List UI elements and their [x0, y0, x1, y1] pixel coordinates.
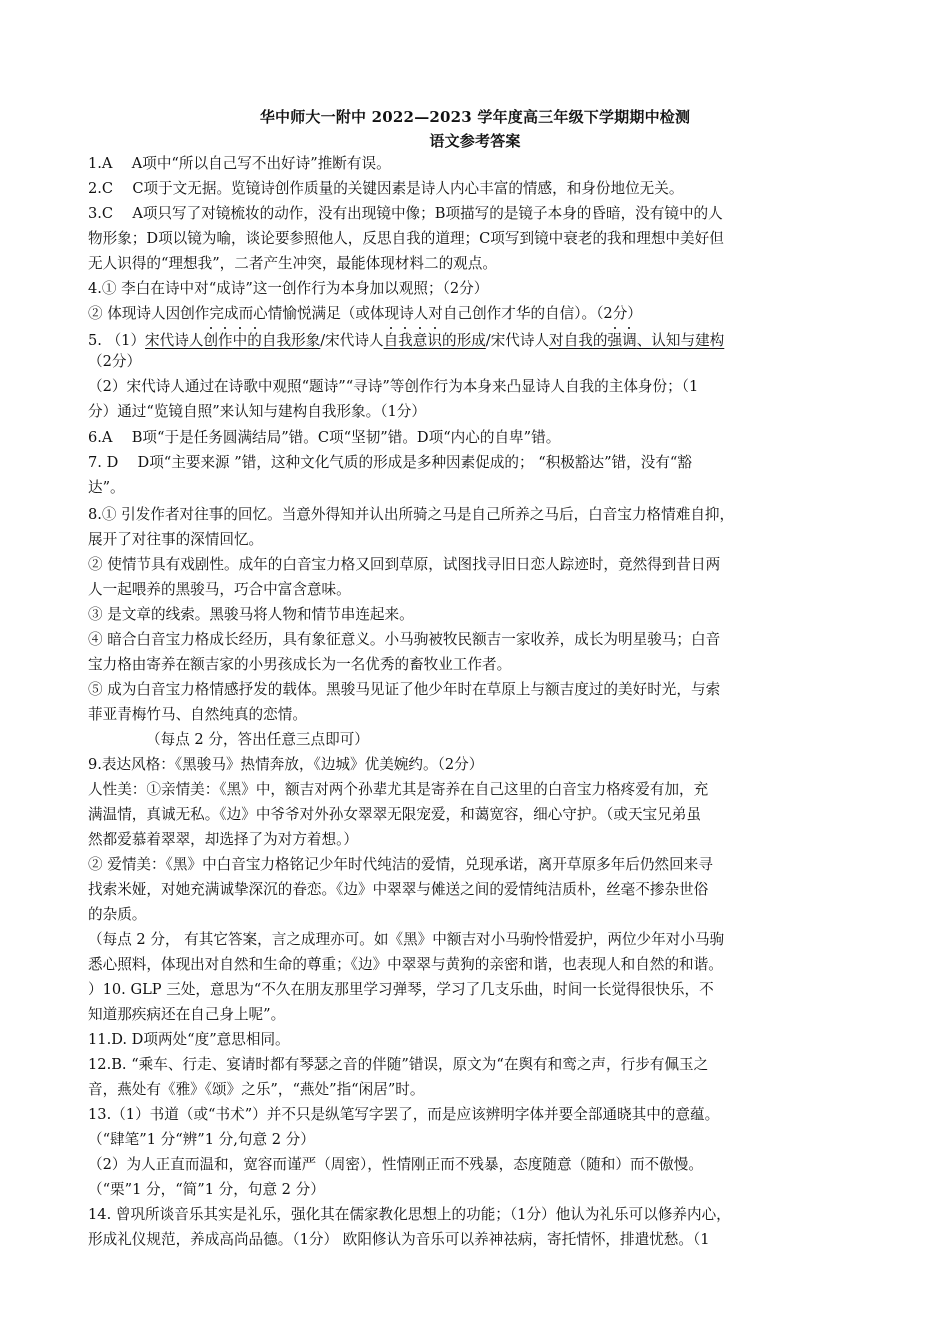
answer-line: 展开了对往事的深情回忆。 [88, 531, 264, 548]
q5-answer-c: 对自我的强调、认知与建构 [549, 332, 725, 349]
answer-line: （2）宋代诗人通过在诗歌中观照“题诗”“寻诗”等创作行为本身来凸显诗人自我的主体身份；（1 [88, 378, 699, 395]
answer-line: ② 使情节具有戏剧性。成年的白音宝力格又回到草原，试图找寻旧日恋人踪迹时，竟然得到昔日两 [88, 556, 721, 573]
answer-line: ③ 是文章的线索。黑骏马将人物和情节串连起来。 [88, 606, 414, 623]
document-subtitle: 语文参考答案 [429, 132, 521, 150]
answer-line: 6.A B项“于是任务圆满结局”错。C项“坚韧”错。D项“内心的自卑”错。 [88, 429, 561, 446]
answer-line: 2.C C项于文无据。览镜诗创作质量的关键因素是诗人内心丰富的情感，和身份地位无关。 [88, 180, 684, 197]
scoring-note: （每点 2 分，答出任意三点即可） [146, 731, 369, 748]
answer-line: 菲亚青梅竹马、自然纯真的恋情。 [88, 706, 307, 723]
emphasis-char: 中 [232, 332, 248, 349]
emphasis-char: 自 [383, 332, 399, 349]
answer-line: 然都爱慕着翠翠，却选择了为对方着想。） [88, 831, 358, 848]
answer-line: （“肆笔”1 分“辨”1 分,句意 2 分） [88, 1131, 315, 1148]
answer-line: ）10. GLP 三处，意思为“不久在朋友那里学习弹琴，学习了几支乐曲，时间一长觉得很快乐，不 [88, 981, 714, 998]
answer-line: ② 体现诗人因创作完成而心情愉悦满足（或体现诗人对自己创作才华的自信）。（2分） [88, 305, 642, 322]
answer-line: 14. 曾巩所谈音乐其实是礼乐，强化其在儒家教化思想上的功能；（1分）他认为礼乐可以修养内心， [88, 1206, 731, 1223]
answer-line: 3.C A项只写了对镜梳妆的动作，没有出现镜中像；B项描写的是镜子本身的昏暗，没有镜中的人 [88, 205, 723, 222]
emphasis-char: 的 [247, 332, 262, 349]
emphasis-char: 创 [203, 332, 219, 349]
answer-line: 知道那疾病还在自己身上呢”。 [88, 1006, 286, 1023]
emphasis-char: 意 [412, 332, 428, 349]
answer-line: 11.D. D项两处“度”意思相同。 [88, 1031, 290, 1048]
answer-line: （“栗”1 分，“简”1 分，句意 2 分） [88, 1181, 325, 1198]
answer-line: 9.表达风格：《黑骏马》热情奔放，《边城》优美婉约。（2分） [88, 756, 484, 773]
answer-line: 8.① 引发作者对往事的回忆。当意外得知并认出所骑之马是自己所养之马后，白音宝力格情难自抑， [88, 506, 735, 523]
answer-line: 音，燕处有《雅》《颂》之乐”，“燕处”指“闲居”时。 [88, 1081, 425, 1098]
answer-line: 物形象；D项以镜为喻，谈论要参照他人，反思自我的道理；C项写到镜中衰老的我和理想中美好但 [88, 230, 724, 247]
emphasis-char: 识 [427, 332, 442, 349]
answer-line: 分）通过“览镜自照”来认知与建构自我形象。（1分） [88, 403, 426, 420]
answer-line-q5: 5. （1）宋代诗人创作中的自我形象/宋代诗人自我意识的形成/宋代诗人对自我的强调、认知与建构 [88, 332, 725, 349]
answer-line: （2分） [88, 353, 142, 370]
answer-line: 的杂质。 [88, 906, 147, 923]
answer-line: 人性美：①亲情美：《黑》中，额吉对两个孙辈尤其是寄养在自己这里的白音宝力格疼爱有加，充 [88, 781, 709, 798]
answer-line: 满温情，真诚无私。《边》中爷爷对外孙女翠翠无限宠爱，和蔼宽容，细心守护。（或天宝兄弟虽 [88, 806, 701, 823]
answer-line: 达”。 [88, 479, 125, 496]
emphasis-char: 作 [218, 332, 233, 349]
emphasis-char: 我 [398, 332, 413, 349]
answer-line: 12.B. “乘车、行走、宴请时都有琴瑟之音的伴随”错误，原文为“在舆有和鸾之声，行步有佩玉之 [88, 1056, 709, 1073]
answer-line: ⑤ 成为白音宝力格情感抒发的载体。黑骏马见证了他少年时在草原上与额吉度过的美好时光，与索 [88, 681, 721, 698]
answer-line: （每点 2 分， 有其它答案，言之成理亦可。如《黑》中额吉对小马驹怜惜爱护，两位少年对小马驹 [88, 931, 725, 948]
answer-line: 悉心照料，体现出对自然和生命的尊重；《边》中翠翠与黄狗的亲密和谐，也表现人和自然的和谐。 [88, 956, 723, 973]
answer-line: 13.（1）书道（或“书术”）并不只是纵笔写字罢了，而是应该辨明字体并要全部通晓其中的意蕴。 [88, 1106, 720, 1123]
answer-line: 人一起喂养的黑骏马，巧合中富含意味。 [88, 581, 351, 598]
answer-line: ② 爱情美：《黑》中白音宝力格铭记少年时代纯洁的爱情，兑现承诺，离开草原多年后仍然回来寻 [88, 856, 713, 873]
emphasis-char: 强 [607, 332, 623, 349]
answer-line: 1.A A项中“所以自己写不出好诗”推断有误。 [88, 155, 391, 172]
answer-line: （2）为人正直而温和，宽容而谨严（周密），性情刚正而不残暴，态度随意（随和）而不傲慢。 [88, 1156, 703, 1173]
q5-prefix: 5. （1） [88, 332, 146, 349]
answer-line: 找索米娅，对她充满诚挚深沉的眷恋。《边》中翠翠与傩送之间的爱情纯洁质朴，丝毫不掺杂世俗 [88, 881, 709, 898]
q5-answer-b: 自我意识的形成 [383, 332, 486, 349]
document-title: 华中师大一附中 2022—2023 学年度高三年级下学期期中检测 [259, 108, 691, 126]
q5-answer-a: 宋代诗人创作中的自我形象 [145, 332, 321, 349]
answer-line: 宝力格由寄养在额吉家的小男孩成长为一名优秀的畜牧业工作者。 [88, 656, 512, 673]
answer-line: 7. D D项“主要来源 ”错，这种文化气质的形成是多种因素促成的； “积极豁达”错，没有“豁 [88, 454, 692, 471]
answer-line: ④ 暗合白音宝力格成长经历，具有象征意义。小马驹被牧民额吉一家收养，成长为明星骏马；白音 [88, 631, 721, 648]
emphasis-char: 调 [622, 332, 637, 349]
answer-line: 4.① 李白在诗中对“成诗”这一创作行为本身加以观照；（2分） [88, 280, 489, 297]
answer-line: 形成礼仪规范，养成高尚品德。（1分） 欧阳修认为音乐可以养神祛病，寄托情怀，排遣忧愁。（1 [88, 1231, 710, 1248]
answer-line: 无人识得的“理想我”，二者产生冲突，最能体现材料二的观点。 [88, 255, 497, 272]
